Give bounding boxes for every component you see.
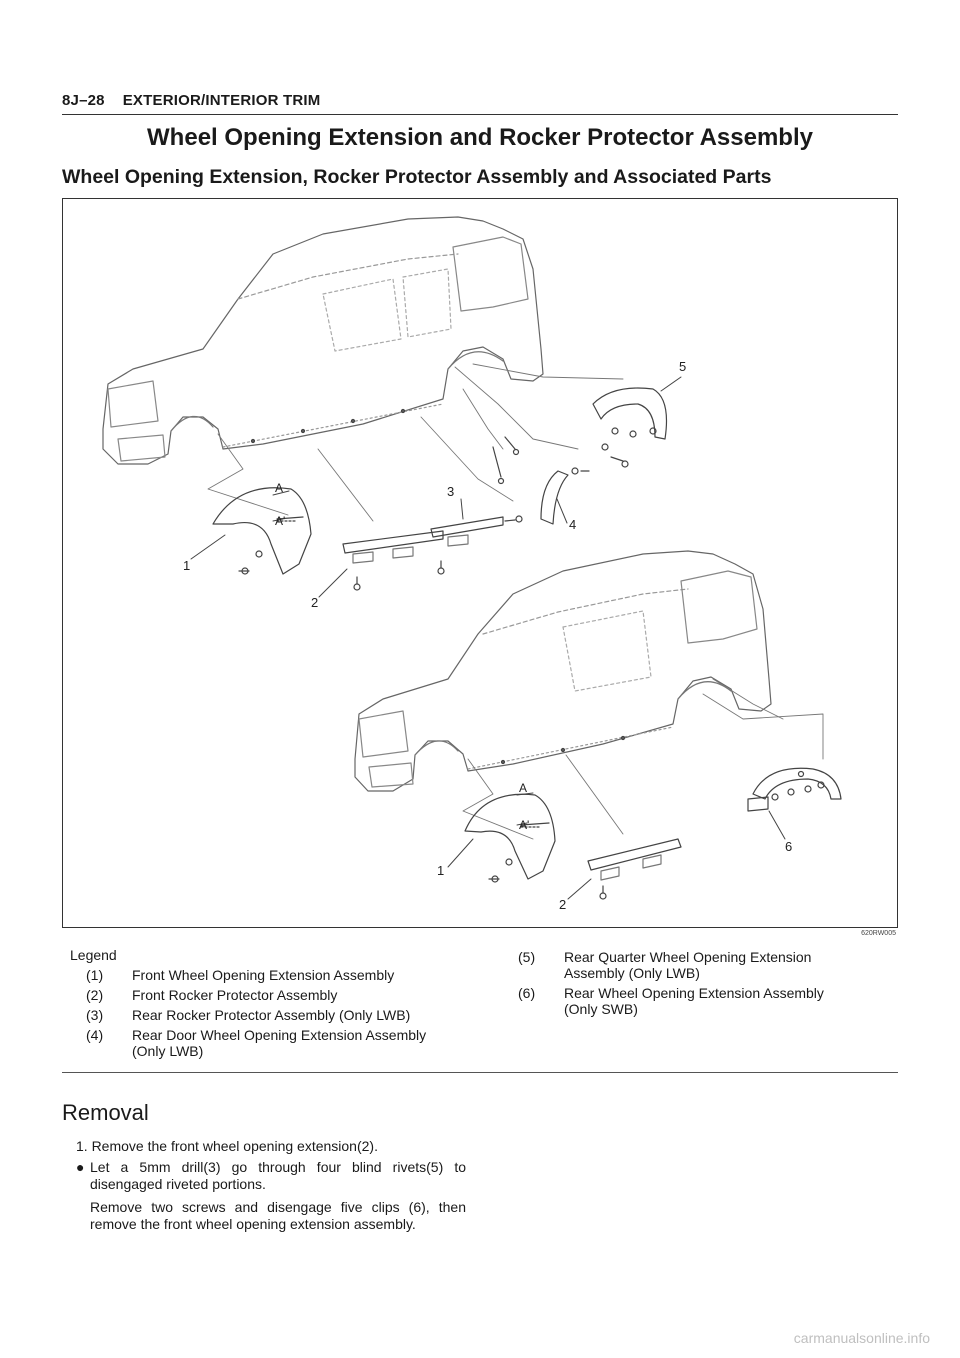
page-title: Wheel Opening Extension and Rocker Protector Assembly [147, 124, 813, 151]
parts-diagram [62, 198, 898, 928]
callout-a-prime-upper: A' [275, 514, 286, 528]
callout-1-upper: 1 [183, 558, 191, 573]
figure-code: 620RW005 [861, 930, 896, 937]
legend-item: (3) Rear Rocker Protector Assembly (Only LWB) [86, 1007, 411, 1023]
legend-item: (5) Rear Quarter Wheel Opening Extension Assembly (Only LWB) [518, 949, 812, 981]
callout-2-lower: 2 [559, 897, 567, 912]
callout-1-lower: 1 [437, 863, 445, 878]
callout-2-upper: 2 [311, 595, 319, 610]
page-header [62, 92, 320, 109]
legend-title: Legend [70, 947, 117, 963]
legend-item: (1) Front Wheel Opening Extension Assembly [86, 967, 395, 983]
legend-column-left [70, 967, 480, 1063]
part-2-upper [343, 531, 444, 590]
removal-heading: Removal [62, 1100, 149, 1125]
bullet-icon: ● [76, 1159, 85, 1175]
vehicle-swb [355, 551, 771, 791]
legend [70, 947, 900, 1059]
callout-4: 4 [569, 517, 577, 532]
callout-3: 3 [447, 484, 455, 499]
section-divider [62, 1072, 898, 1073]
callout-6: 6 [785, 839, 793, 854]
step-1: 1. Remove the front wheel opening extension(2). [76, 1138, 378, 1154]
part-5 [593, 388, 667, 467]
page-subtitle: Wheel Opening Extension, Rocker Protector Assembly and Associated Parts [62, 166, 772, 188]
callout-a-upper: A [275, 481, 284, 495]
part-1-upper [213, 488, 311, 574]
legend-item: (4) Rear Door Wheel Opening Extension Assembly (Only LWB) [86, 1027, 427, 1059]
step-paragraph: Remove two screws and disengage five clips (6), then remove the front wheel opening extension assembly. [90, 1199, 466, 1232]
legend-item: (6) Rear Wheel Opening Extension Assembly (Only SWB) [518, 985, 824, 1017]
legend-item: (2) Front Rocker Protector Assembly [86, 987, 338, 1003]
callout-a-prime-lower: A' [519, 818, 530, 832]
part-1-lower [465, 794, 555, 882]
part-4 [493, 437, 589, 524]
part-3-upper [431, 516, 522, 546]
callout-5: 5 [679, 359, 687, 374]
removal-steps [76, 1138, 466, 1233]
part-2-lower [588, 839, 681, 899]
page-code: 8J–28 [62, 92, 105, 109]
step-bullet: ● Let a 5mm drill(3) go through four blind rivets(5) to disengaged riveted portions. [76, 1159, 466, 1192]
header-rule [62, 114, 898, 115]
callout-a-lower: A [519, 781, 528, 795]
watermark: carmanualsonline.info [793, 1330, 930, 1346]
vehicle-lwb [103, 217, 543, 464]
legend-column-right [518, 949, 898, 1021]
part-6 [748, 768, 841, 811]
section-name: EXTERIOR/INTERIOR TRIM [122, 92, 321, 109]
